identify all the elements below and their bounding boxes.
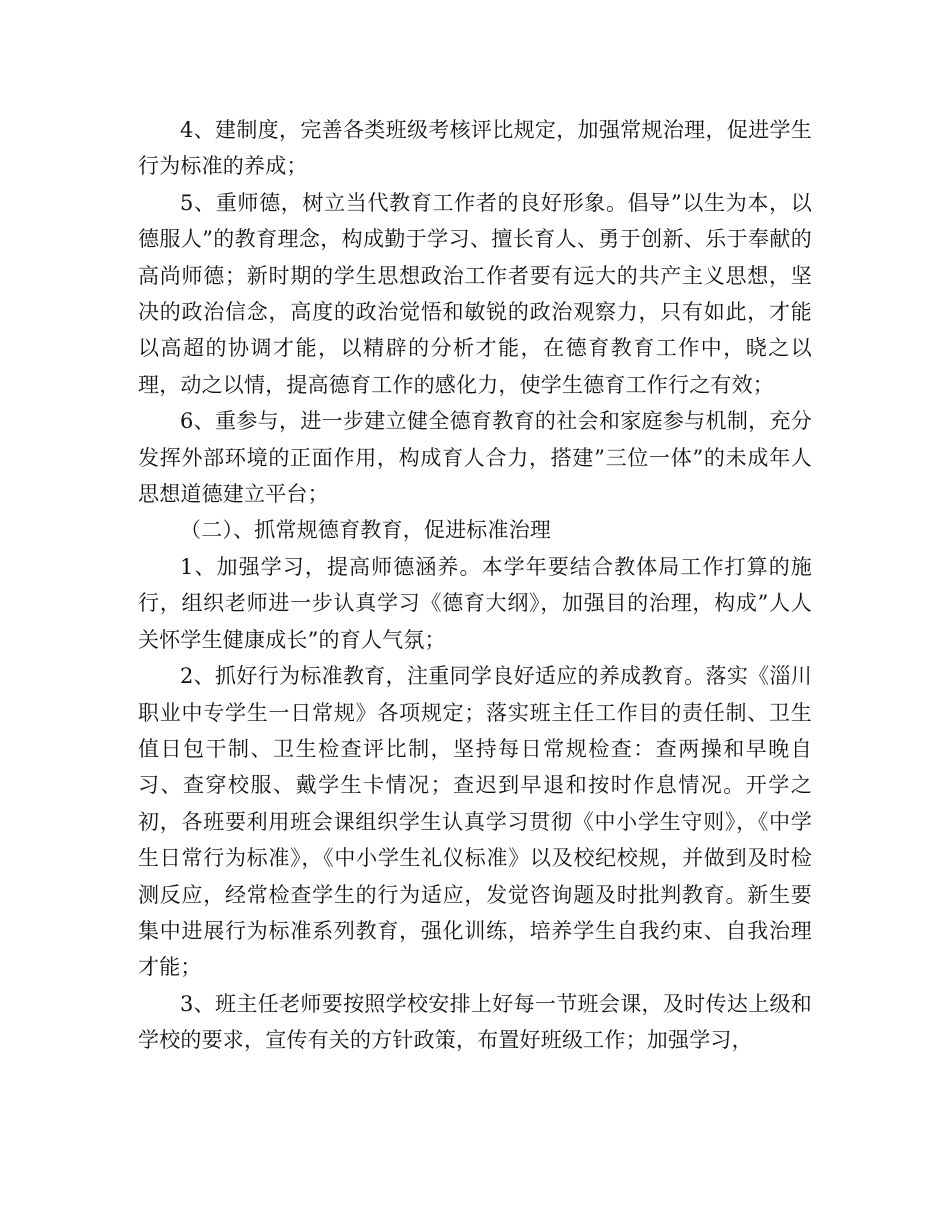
document-body [138,112,812,1059]
paragraph-item-6: 6、重参与，进一步建立健全德育教育的社会和家庭参与机制，充分发挥外部环境的正面作用，构成育人合力，搭建”三位一体”的未成年人思想道德建立平台； [138,409,812,507]
paragraph-item-5: 5、重师德，树立当代教育工作者的良好形象。倡导”以生为本，以德服人”的教育理念，构成勤于学习、擅长育人、勇于创新、乐于奉献的高尚师德；新时期的学生思想政治工作者要有远大的共产主义思想，坚决的政治信念，高度的政治觉悟和敏锐的政治观察力，只有如此，才能以高超的协调才能，以精辟的分析才能，在德育教育工作中，晓之以理，动之以情，提高德育工作的感化力，使学生德育工作行之有效； [138,190,812,397]
paragraph-item-4: 4、建制度，完善各类班级考核评比规定，加强常规治理，促进学生行为标准的养成； [138,118,812,179]
section-heading: （二）、抓常规德育教育，促进标准治理 [180,518,552,543]
section-paragraph-1: 1、加强学习，提高师德涵养。本学年要结合教体局工作打算的施行，组织老师进一步认真学习《德育大纲》，加强目的治理，构成”人人关怀学生健康成长”的育人气氛； [138,554,812,652]
section-paragraph-2: 2、抓好行为标准教育，注重同学良好适应的养成教育。落实《淄川职业中专学生一日常规》各项规定；落实班主任工作目的责任制、卫生值日包干制、卫生检查评比制，坚持每日常规检查：查两操和早晚自习、查穿校服、戴学生卡情况；查迟到早退和按时作息情况。开学之初，各班要利用班会课组织学生认真学习贯彻《中小学生守则》，《中学生日常行为标准》，《中小学生礼仪标准》以及校纪校规，并做到及时检测反应，经常检查学生的行为适应，发觉咨询题及时批判教育。新生要集中进展行为标准系列教育，强化训练，培养学生自我约束、自我治理才能； [138,664,812,980]
section-paragraph-3: 3、班主任老师要按照学校安排上好每一节班会课，及时传达上级和学校的要求，宣传有关的方针政策，布置好班级工作；加强学习， [138,991,812,1053]
